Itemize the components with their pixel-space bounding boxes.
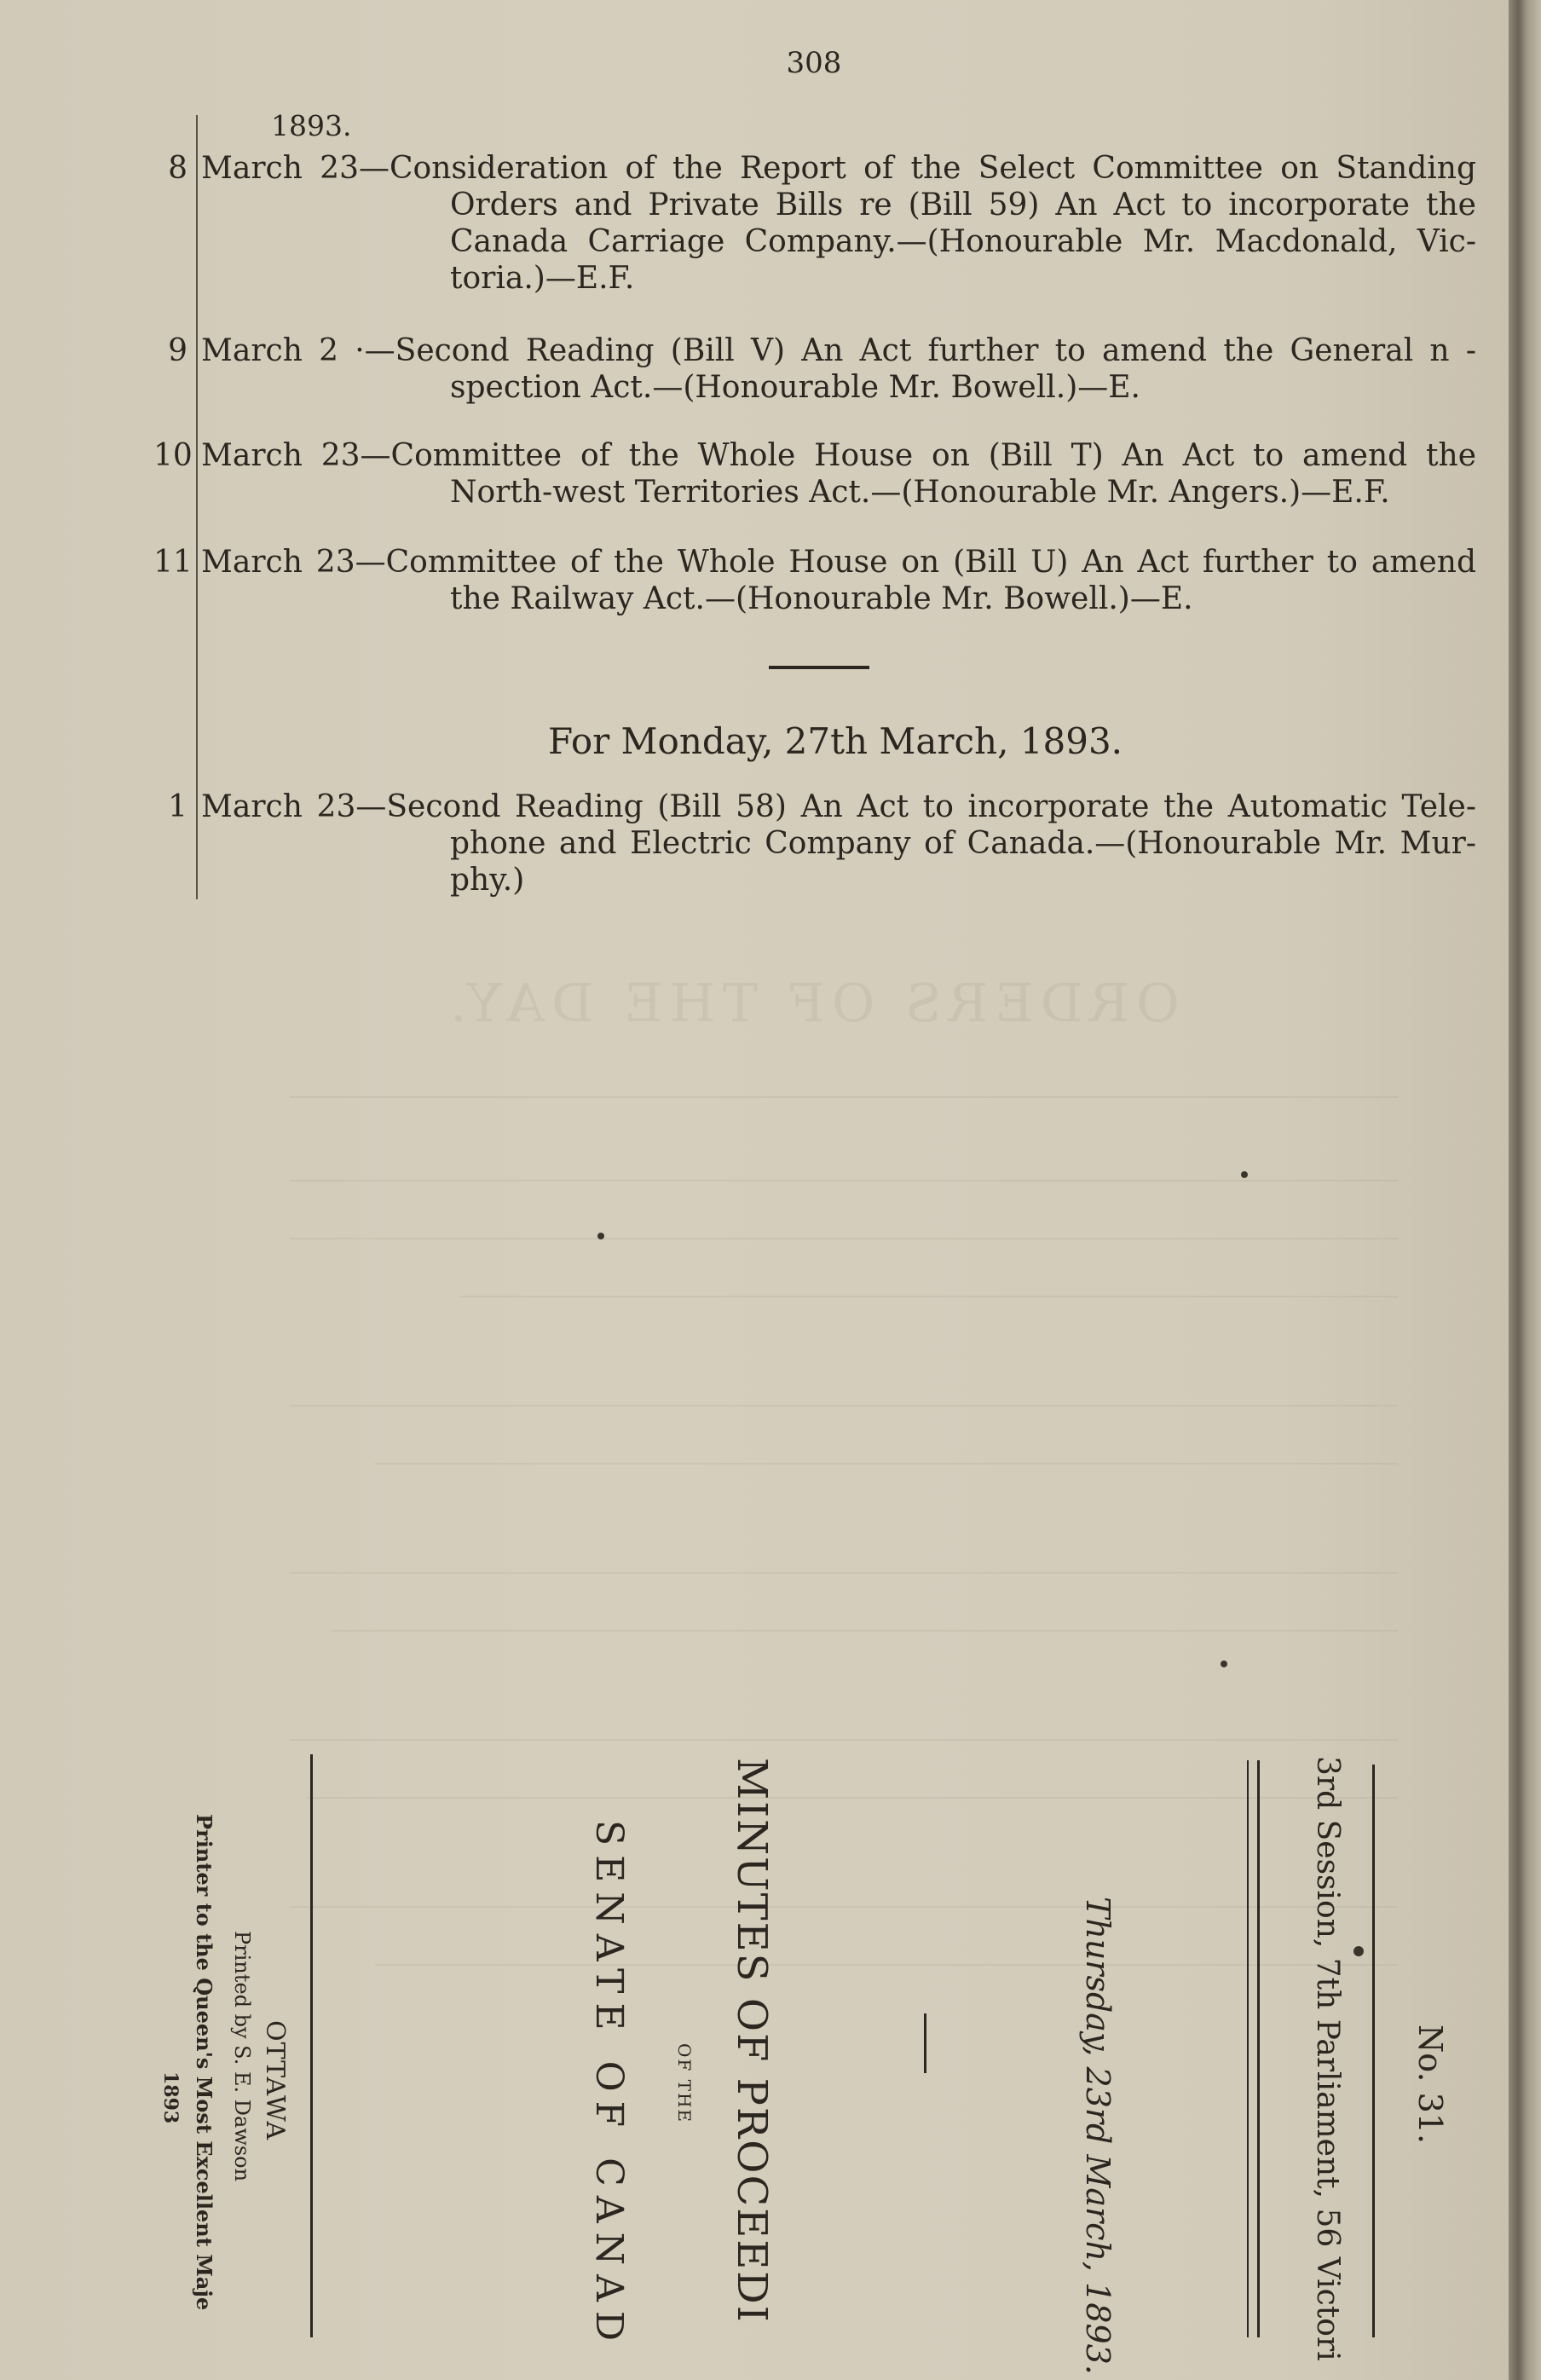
page-edge-shadow bbox=[1509, 0, 1541, 2380]
entry-continuation bbox=[450, 187, 1476, 297]
paper-speck bbox=[597, 1233, 604, 1239]
cover-printed-by: Printed by S. E. Dawson bbox=[230, 1931, 254, 2182]
entry-number: 8 bbox=[168, 151, 188, 186]
entry-continuation bbox=[450, 369, 1476, 406]
page-number: 308 bbox=[786, 46, 842, 80]
cover-rule bbox=[1257, 1760, 1260, 2337]
cover-imprint-year: 1893 bbox=[159, 2071, 182, 2124]
cover-short-rule bbox=[924, 2013, 926, 2073]
entry-number: 10 bbox=[153, 438, 193, 473]
entry-first-line: March 23—Committee of the Whole House on (Bill T) An Act to amend the bbox=[201, 438, 1476, 473]
entry-first-line: March 23—Committee of the Whole House on (Bill U) An Act further to amend bbox=[201, 545, 1476, 580]
paper-speck bbox=[1241, 1171, 1248, 1178]
entry-first-line: March 23—Second Reading (Bill 58) An Act to incorporate the Automatic Tele- bbox=[201, 789, 1476, 824]
cover-session: 3rd Session, 7th Parliament, 56 Victori bbox=[1310, 1756, 1345, 2361]
entry-line: toria.)—E.F. bbox=[450, 261, 635, 296]
entry-first-line: March 2 ·—Second Reading (Bill V) An Act further to amend the General n - bbox=[201, 333, 1476, 368]
year-label: 1893. bbox=[271, 109, 352, 142]
entry-line: phone and Electric Company of Canada.—(Honourable Mr. Mur- bbox=[450, 826, 1476, 861]
cover-number: No. 31. bbox=[1411, 2025, 1449, 2145]
entry-number: 9 bbox=[168, 333, 188, 368]
paper-speck bbox=[1221, 1661, 1227, 1667]
entry-line: the Railway Act.—(Honourable Mr. Bowell.)—E. bbox=[450, 581, 1193, 616]
margin-rule bbox=[196, 115, 198, 899]
cover-rule bbox=[1247, 1760, 1249, 2337]
cover-rule bbox=[310, 1754, 313, 2337]
entry-number: 11 bbox=[153, 545, 193, 580]
entry-line: North-west Territories Act.—(Honourable Mr. Angers.)—E.F. bbox=[450, 475, 1390, 510]
section-heading: For Monday, 27th March, 1893. bbox=[547, 720, 1123, 762]
entry-line: spection Act.—(Honourable Mr. Bowell.)—E. bbox=[450, 370, 1140, 405]
cover-printer-to: Printer to the Queen's Most Excellent Maje bbox=[192, 1814, 216, 2311]
cover-date: Thursday, 23rd March, 1893. bbox=[1079, 1897, 1117, 2375]
entry-continuation bbox=[450, 581, 1476, 617]
cover-rule bbox=[1372, 1765, 1375, 2337]
entry-first-line: March 23—Consideration of the Report of the Select Committee on Standing bbox=[201, 151, 1476, 186]
cover-of-the: OF THE bbox=[674, 2043, 695, 2124]
cover-senate-title: SENATE OF CANAD bbox=[587, 1820, 631, 2351]
entry-continuation bbox=[450, 825, 1476, 898]
entry-continuation bbox=[450, 474, 1476, 511]
cover-minutes-title: MINUTES OF PROCEEDI bbox=[728, 1758, 776, 2324]
entry-line: phy.) bbox=[450, 863, 525, 898]
cover-city: OTTAWA bbox=[260, 2020, 290, 2140]
bleed-through-title: ORDERS OF THE DAY. bbox=[443, 972, 1180, 1034]
section-separator bbox=[769, 666, 869, 669]
entry-number: 1 bbox=[168, 789, 188, 824]
entry-line: Orders and Private Bills re (Bill 59) An Act to incorporate the bbox=[450, 188, 1476, 222]
paper-speck bbox=[1353, 1946, 1364, 1956]
entry-line: Canada Carriage Company.—(Honourable Mr. Macdonald, Vic- bbox=[450, 224, 1476, 259]
